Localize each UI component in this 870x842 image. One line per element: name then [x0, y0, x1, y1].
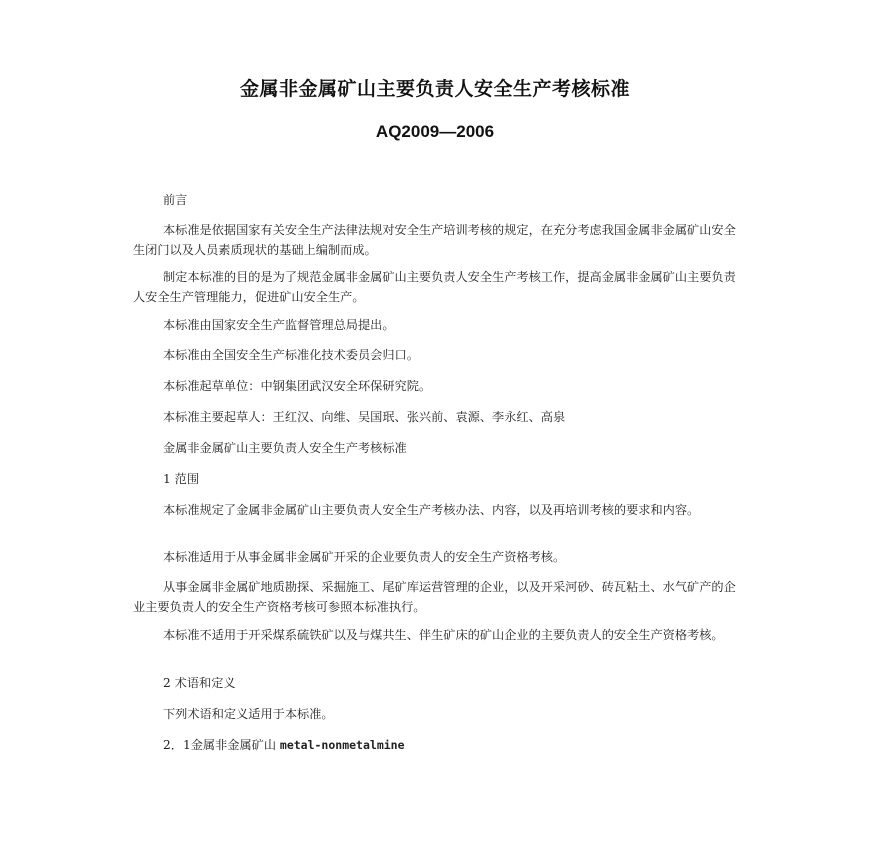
paragraph: 制定本标准的目的是为了规范金属非金属矿山主要负责人安全生产考核工作，提高金属非金属矿山主要负责人安全生产管理能力，促进矿山安全生产。: [133, 270, 736, 304]
paragraph: 下列术语和定义适用于本标准。: [163, 707, 334, 721]
section-heading: 金属非金属矿山主要负责人安全生产考核标准: [163, 441, 407, 455]
paragraph: 本标准由国家安全生产监督管理总局提出。: [163, 318, 395, 332]
section-heading: 2 术语和定义: [163, 676, 236, 690]
term-number: 2．1金属非金属矿山: [163, 738, 277, 752]
term-english: metal-nonmetalmine: [279, 738, 405, 752]
paragraph: 本标准是依据国家有关安全生产法律法规对安全生产培训考核的规定，在充分考虑我国金属非金属矿山安全生闭门以及人员素质现状的基础上编制而成。: [133, 223, 736, 257]
paragraph: 从事金属非金属矿地质勘探、采掘施工、尾矿库运营管理的企业，以及开采河砂、砖瓦粘土、水气矿产的企业主要负责人的安全生产资格考核可参照本标准执行。: [133, 580, 736, 614]
paragraph: 本标准适用于从事金属非金属矿开采的企业要负责人的安全生产资格考核。: [163, 550, 566, 564]
paragraph: 本标准主要起草人：王红汉、向维、吴国珉、张兴前、袁源、李永红、高泉: [163, 410, 566, 424]
paragraph: 本标准起草单位：中钢集团武汉安全环保研究院。: [163, 379, 432, 393]
paragraph: 本标准不适用于开采煤系硫铁矿以及与煤共生、伴生矿床的矿山企业的主要负责人的安全生产资格考核。: [163, 628, 724, 642]
paragraph: 本标准由全国安全生产标准化技术委员会归口。: [163, 348, 419, 362]
section-heading: 1 范围: [163, 472, 200, 486]
standard-code: AQ2009—2006: [375, 122, 495, 141]
document-title: 金属非金属矿山主要负责人安全生产考核标准: [239, 78, 630, 100]
term-definition: [133, 735, 743, 755]
paragraph: 本标准规定了金属非金属矿山主要负责人安全生产考核办法、内容，以及再培训考核的要求和内容。: [163, 503, 700, 517]
paragraph-preface: 前言: [163, 193, 188, 207]
